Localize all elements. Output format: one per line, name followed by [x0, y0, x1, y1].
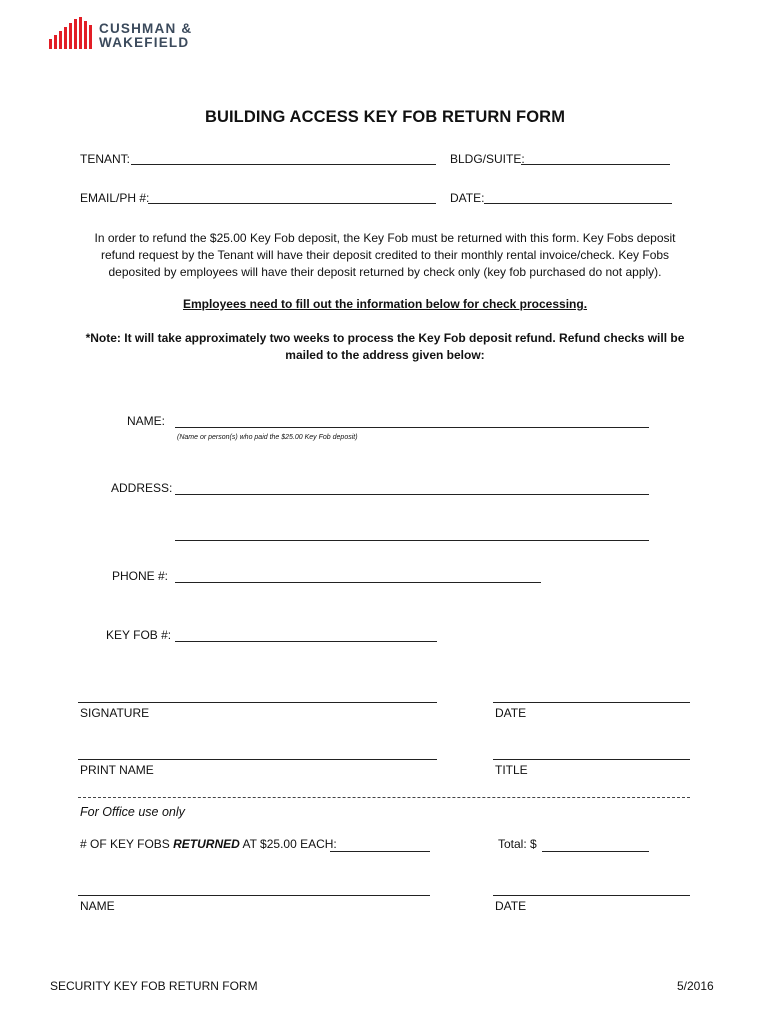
- date-field[interactable]: [484, 203, 672, 204]
- name-label: NAME:: [127, 414, 166, 428]
- returned-suffix: AT $25.00 EACH:: [239, 837, 337, 851]
- processing-note: [60, 330, 710, 364]
- footer-revision-date: 5/2016: [677, 979, 714, 993]
- tenant-label: TENANT:: [80, 152, 131, 166]
- logo-bars-icon: [49, 17, 95, 49]
- note-line-1: *Note: It will take approximately two weeks to process the Key Fob deposit refund. Refund checks will be: [85, 331, 685, 345]
- name-hint: (Name or person(s) who paid the $25.00 Key Fob deposit): [177, 434, 358, 441]
- phone-label: PHONE #:: [112, 569, 169, 583]
- returned-prefix: # OF KEY FOBS: [80, 837, 174, 851]
- phone-field[interactable]: [175, 582, 541, 583]
- email-phone-label: EMAIL/PH #:: [80, 191, 150, 205]
- note-line-2: mailed to the address given below:: [285, 348, 485, 362]
- office-divider: [78, 797, 690, 798]
- intro-line-1: In order to refund the $25.00 Key Fob deposit, the Key Fob must be returned with this form. Key Fobs deposit: [94, 231, 676, 245]
- keyfobs-returned-label: [80, 837, 337, 851]
- address-field-1[interactable]: [175, 494, 649, 495]
- name-field[interactable]: [175, 427, 649, 428]
- key-fob-label: KEY FOB #:: [106, 628, 172, 642]
- logo-line-2: WAKEFIELD: [99, 34, 190, 50]
- form-title: BUILDING ACCESS KEY FOB RETURN FORM: [204, 108, 566, 126]
- logo-line-1: CUSHMAN &: [99, 21, 193, 36]
- address-label: ADDRESS:: [111, 481, 173, 495]
- office-use-heading: For Office use only: [80, 805, 185, 819]
- logo-wordmark: [99, 22, 192, 49]
- keyfobs-returned-field[interactable]: [330, 851, 430, 852]
- total-field[interactable]: [542, 851, 649, 852]
- print-name-field[interactable]: [78, 759, 437, 760]
- office-date-label: DATE: [495, 899, 527, 913]
- intro-line-2: refund request by the Tenant will have their deposit credited to their monthly rental invoice/check. Key Fobs: [100, 248, 670, 262]
- signature-date-field[interactable]: [493, 702, 690, 703]
- title-field[interactable]: [493, 759, 690, 760]
- email-phone-field[interactable]: [148, 203, 436, 204]
- bldg-suite-label: BLDG/SUITE:: [450, 152, 525, 166]
- address-field-2[interactable]: [175, 540, 649, 541]
- tenant-field[interactable]: [131, 164, 436, 165]
- returned-emphasis: RETURNED: [173, 837, 240, 851]
- employees-notice: Employees need to fill out the information below for check processing.: [182, 297, 588, 311]
- intro-line-3: deposited by employees will have their deposit returned by check only (key fob purchased do not apply).: [108, 265, 662, 279]
- date-label: DATE:: [450, 191, 485, 205]
- office-name-field[interactable]: [78, 895, 430, 896]
- title-label: TITLE: [495, 763, 528, 777]
- signature-field[interactable]: [78, 702, 437, 703]
- footer-form-name: SECURITY KEY FOB RETURN FORM: [50, 979, 258, 993]
- print-name-label: PRINT NAME: [80, 763, 154, 777]
- bldg-suite-field[interactable]: [521, 164, 670, 165]
- intro-paragraph: [60, 230, 710, 281]
- key-fob-field[interactable]: [175, 641, 437, 642]
- total-label: Total: $: [498, 837, 537, 851]
- office-name-label: NAME: [80, 899, 115, 913]
- signature-date-label: DATE: [495, 706, 527, 720]
- signature-label: SIGNATURE: [80, 706, 150, 720]
- office-date-field[interactable]: [493, 895, 690, 896]
